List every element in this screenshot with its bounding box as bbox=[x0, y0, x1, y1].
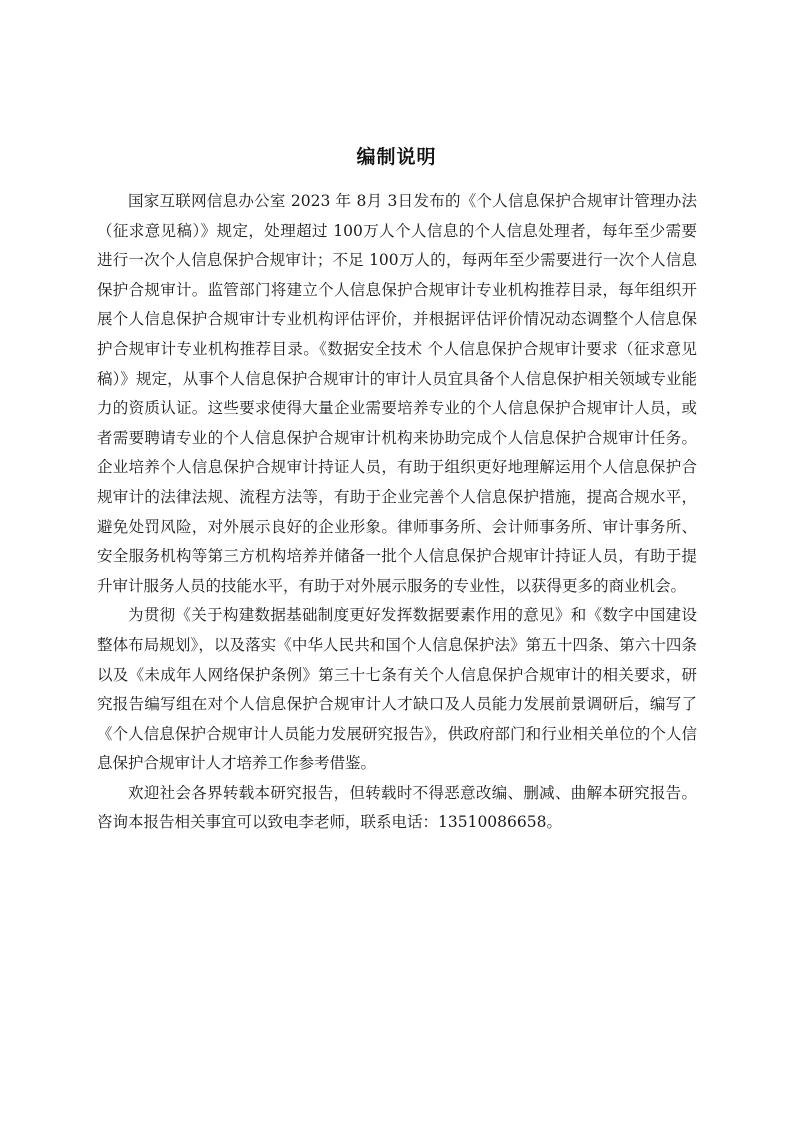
paragraph-background: 国家互联网信息办公室 2023 年 8月 3日发布的《个人信息保护合规审计管理办法（征求意见稿）》规定，处理超过 100万人个人信息的个人信息处理者，每年至少需要进行一次个人信息保护合规审计；不足 100万人的，每两年至少需要进行一次个人信息保护合规审计。监管部门将建立个人信息保护合规审计专业机构推荐目录，每年组织开展个人信息保护合规审计专业机构评估评价，并根据评估评价情况动态调整个人信息保护合规审计专业机构推荐目录。《数据安全技术 个人信息保护合规审计要求（征求意见稿）》规定，从事个人信息保护合规审计的审计人员宜具备个人信息保护相关领域专业能力的资质认证。这些要求使得大量企业需要培养专业的个人信息保护合规审计人员，或者需要聘请专业的个人信息保护合规审计机构来协助完成个人信息保护合规审计任务。企业培养个人信息保护合规审计持证人员，有助于组织更好地理解运用个人信息保护合规审计的法律法规、流程方法等，有助于企业完善个人信息保护措施，提高合规水平，避免处罚风险，对外展示良好的企业形象。律师事务所、会计师事务所、审计事务所、安全服务机构等第三方机构培养并储备一批个人信息保护合规审计持证人员，有助于提升审计服务人员的技能水平，有助于对外展示服务的专业性，以获得更多的商业机会。 bbox=[97, 192, 697, 595]
page-title: 编制说明 bbox=[356, 146, 437, 168]
paragraph-contact: 欢迎社会各界转载本研究报告，但转载时不得恶意改编、删减、曲解本研究报告。咨询本报告相关事宜可以致电李老师，联系电话：13510086658。 bbox=[97, 783, 697, 832]
document-body bbox=[97, 187, 697, 838]
paragraph-purpose: 为贯彻《关于构建数据基础制度更好发挥数据要素作用的意见》和《数字中国建设整体布局规划》，以及落实《中华人民共和国个人信息保护法》第五十四条、第六十四条以及《未成年人网络保护条例》第三十七条有关个人信息保护合规审计的相关要求，研究报告编写组在对个人信息保护合规审计人才缺口及人员能力发展前景调研后，编写了《个人信息保护合规审计人员能力发展研究报告》，供政府部门和行业相关单位的个人信息保护合规审计人才培养工作参考借鉴。 bbox=[97, 606, 697, 773]
